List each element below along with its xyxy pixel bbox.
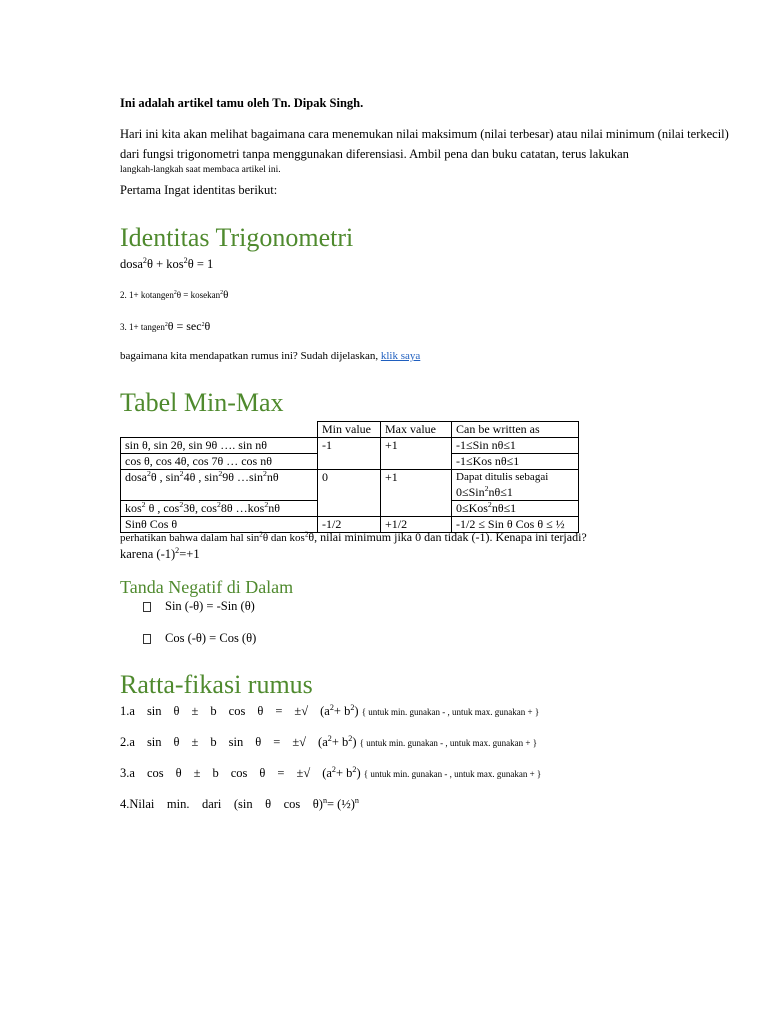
sup: 2 [484,484,489,493]
formula-4 [120,797,359,812]
identity-1-part: θ + kos [146,257,184,271]
note-part: θ, nilai minimum jika 0 dan tidak (-1). Kenapa ini terjadi? [308,530,587,544]
table-header-cell [121,422,318,438]
sup: 2 [304,530,309,539]
sup: 2 [352,764,357,774]
formula-token: 1.a [120,704,135,718]
table-cell: +1/2 [381,517,452,533]
intro-paragraph-line3: langkah-langkah saat membaca artikel ini. [120,165,281,175]
identity-2-part: θ [223,289,229,301]
cell-part: nθ [268,501,280,515]
formula-token: ±√ [292,735,307,749]
sup: 2 [329,702,334,712]
list-item [143,599,255,614]
formula-note: { untuk min. gunakan - , untuk max. gunakan + } [363,769,542,779]
formula-token: ± [193,766,201,780]
sup: 2 [164,322,168,328]
cell-part: kos [125,501,142,515]
sup: 2 [216,500,221,509]
question-text: bagaimana kita mendapatkan rumus ini? Sudah dijelaskan, [120,350,381,362]
cell-part: θ , cos [145,501,180,515]
sup: 2 [175,545,180,555]
table-cell: +1 [381,438,452,470]
because-line [120,547,200,562]
sup: 2 [183,255,188,265]
cell-part: nθ [266,470,279,484]
intro-paragraph-line1: Hari ini kita akan melihat bagaimana cara menemukan nilai maksimum (nilai terbesar) atau nilai minimum (nilai terkecil) [120,127,729,141]
formula-token: ±√ [296,766,311,780]
formula-token: = (½) [327,797,355,811]
cell-part: 0≤Sin [456,485,485,499]
identity-1-part: dosa [120,257,143,271]
sup: 2 [348,733,353,743]
identity-3 [120,319,210,334]
formula-token: = [277,766,285,780]
formula-token: cos [228,704,246,718]
table-cell: cos θ, cos 4θ, cos 7θ … cos nθ [121,454,318,470]
remember-line: Pertama Ingat identitas berikut: [120,183,278,197]
table-header-cell: Can be written as [452,422,579,438]
formula-token: 2.a [120,735,135,749]
heading-ratta: Ratta-fikasi rumus [120,670,313,699]
table-row [121,470,579,501]
sup: 2 [147,469,151,478]
formula-token: θ [255,735,262,749]
note-part: θ dan kos [262,532,305,544]
formula-token: ) [354,704,359,718]
table-cell: -1/2 ≤ Sin θ Cos θ ≤ ½ [452,517,579,533]
formula-token: θ [259,766,266,780]
bullet-icon [143,602,151,612]
cell-part: nθ≤1 [488,485,513,499]
formula-token: sin [228,735,244,749]
identity-1-part: θ = 1 [187,257,214,271]
sup: 2 [218,469,223,478]
cell-part: Dapat ditulis sebagai [456,471,549,483]
sup: n [322,795,327,805]
formula-token: + b [335,766,353,780]
table-row [121,438,579,454]
cell-part: dosa [125,470,147,484]
formula-token: cos [230,766,248,780]
formula-token: (a [320,704,330,718]
list-item-text: Sin (-θ) = -Sin (θ) [165,599,255,613]
sup: 2 [264,500,269,509]
identity-3-part: θ [204,319,211,333]
table-cell: -1/2 [318,517,381,533]
table-cell [452,470,579,501]
formula-token: b [212,766,219,780]
table-header-row [121,422,579,438]
minmax-note [120,530,587,545]
cell-part: θ , sin [150,470,180,484]
table-cell [121,501,318,517]
click-me-link[interactable]: klik saya [380,350,421,362]
formula-3 [120,766,541,781]
because-part: karena (-1) [120,547,176,561]
table-cell [121,470,318,501]
formula-token: 3.a [120,766,135,780]
bullet-icon [143,634,151,644]
identity-2-part: θ = kosekan [176,290,221,300]
because-part: =+1 [179,547,200,561]
sup: 2 [331,764,336,774]
formula-token: (a [318,735,328,749]
heading-negative-sign: Tanda Negatif di Dalam [120,577,294,597]
formula-token: ) [352,735,357,749]
formula-token: 4.Nilai min. dari (sin θ cos θ) [120,797,323,811]
identity-3-part: θ = sec [167,319,202,333]
table-cell: +1 [381,470,452,517]
formula-token: ±√ [294,704,309,718]
table-cell: -1≤Sin nθ≤1 [452,438,579,454]
list-item [143,631,256,646]
formula-token: sin [146,735,162,749]
formula-token: θ [257,704,264,718]
sup: 2 [350,702,355,712]
formula-token: b [210,735,217,749]
sup: 2 [263,469,267,478]
cell-part: nθ≤1 [491,501,517,515]
identity-3-part: 3. 1+ tangen [120,322,165,332]
cell-part: 3θ, cos [183,501,217,515]
note-part: perhatikan bahwa dalam hal sin [120,532,260,544]
formula-token: θ [173,735,180,749]
table-header-cell: Max value [381,422,452,438]
intro-paragraph-line2: dari fungsi trigonometri tanpa menggunakan diferensiasi. Ambil pena dan buku catatan, terus lakukan [120,147,629,161]
formula-token: b [210,704,217,718]
formula-token: cos [146,766,164,780]
formula-token: sin [146,704,162,718]
min-max-table [120,421,579,533]
formula-note: { untuk min. gunakan - , untuk max. gunakan + } [361,707,540,717]
sup: 2 [173,290,177,296]
formula-token: = [273,735,281,749]
table-cell: -1≤Kos nθ≤1 [452,454,579,470]
heading-min-max: Tabel Min-Max [120,388,284,417]
sup: 2 [179,500,184,509]
formula-token: + b [333,704,351,718]
sup: 2 [201,322,205,328]
author-line: Ini adalah artikel tamu oleh Tn. Dipak Singh. [120,96,364,110]
table-cell [452,501,579,517]
cell-part: 8θ …kos [220,501,265,515]
table-cell: Sinθ Cos θ [121,517,318,533]
formula-1 [120,704,539,719]
sup: 2 [220,290,224,296]
formula-token: ± [191,735,199,749]
formula-token: ) [356,766,361,780]
formula-token: (a [322,766,332,780]
identity-2-part: 2. 1+ kotangen [120,290,174,300]
sup: 2 [327,733,332,743]
table-cell: sin θ, sin 2θ, sin 9θ …. sin nθ [121,438,318,454]
formula-note: { untuk min. gunakan - , untuk max. gunakan + } [359,738,538,748]
formula-token: + b [331,735,349,749]
sup: 2 [487,500,492,509]
cell-part: 9θ …sin [222,470,264,484]
list-item-text: Cos (-θ) = Cos (θ) [165,631,257,645]
identity-1 [120,257,213,272]
table-cell: -1 [318,438,381,470]
formula-2 [120,735,537,750]
cell-part: 0≤Kos [456,501,488,515]
formula-token: θ [173,704,180,718]
sup: 2 [142,255,147,265]
sup: n [354,795,359,805]
table-cell: 0 [318,470,381,517]
cell-part: 4θ , sin [183,470,219,484]
formula-token: = [275,704,283,718]
table-header-cell: Min value [318,422,381,438]
identity-2 [120,289,228,301]
question-line [120,350,420,362]
sup: 2 [259,530,263,539]
formula-token: θ [175,766,182,780]
sup: 2 [141,500,146,509]
formula-token: ± [191,704,199,718]
sup: 2 [179,469,184,478]
heading-identities: Identitas Trigonometri [120,223,354,252]
